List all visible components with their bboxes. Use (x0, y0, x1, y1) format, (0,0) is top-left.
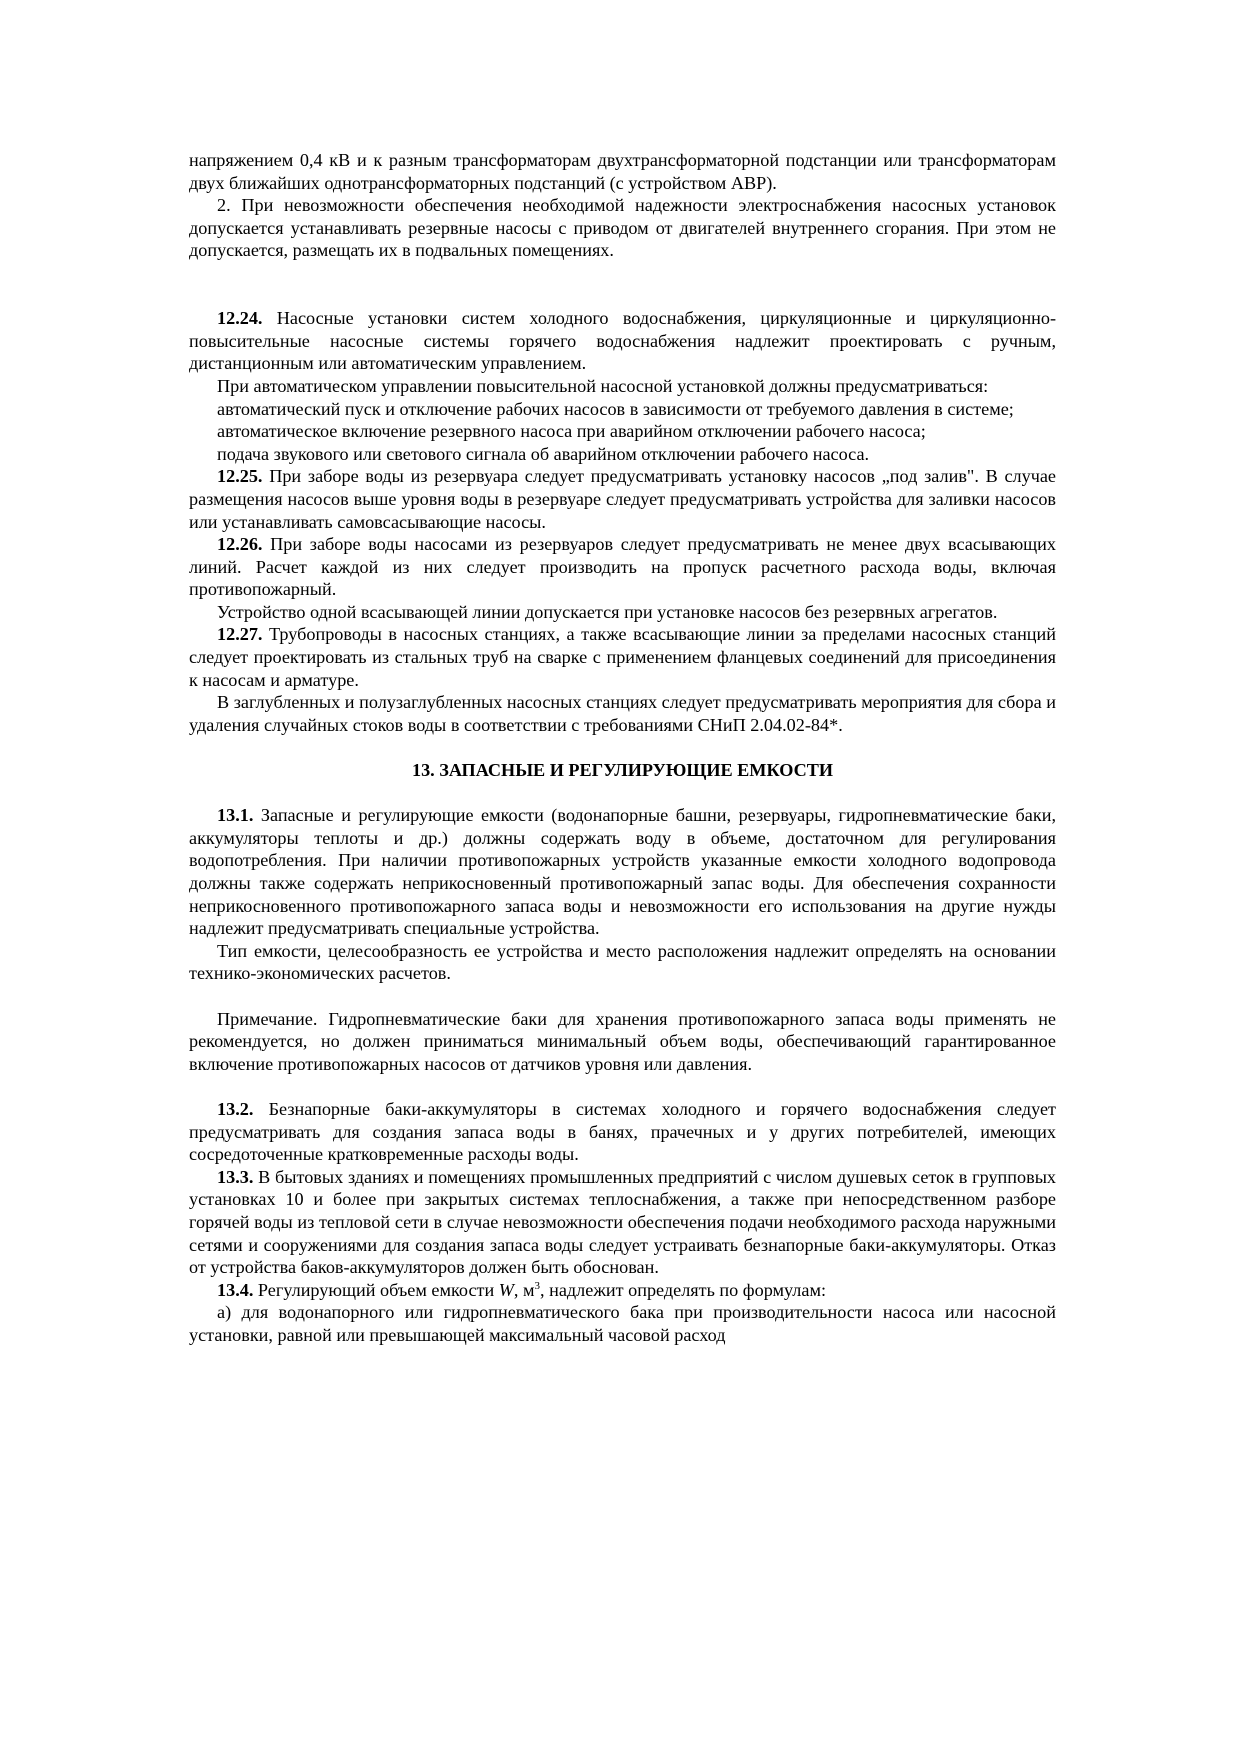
clause-text: При заборе воды из резервуара следует предусматривать установку насосов „под залив". В случае размещения насосов выше уровня воды в резервуаре следует предусматривать устройства для заливки насосов или устанавливать самовсасывающие насосы. (189, 466, 1056, 532)
paragraph: 2. При невозможности обеспечения необходимой надежности электроснабжения насосных установок допускается устанавливать резервные насосы с приводом от двигателей внутреннего сгорания. При этом не допускается, размещать их в подвальных помещениях. (189, 195, 1056, 261)
clause-12-24 (189, 307, 1056, 375)
clause-12-25 (189, 465, 1056, 533)
spacer (189, 736, 1056, 759)
clause-13-2 (189, 1098, 1056, 1166)
clause-text: Безнапорные баки-аккумуляторы в системах холодного и горячего водоснабжения следует предусматривать для создания запаса воды в банях, прачечных и у других потребителей, имеющих сосредоточенные кратковременные расходы воды. (189, 1098, 1056, 1165)
paragraph: В заглубленных и полузаглубленных насосных станциях следует предусматривать мероприятия для сбора и удаления случайных стоков воды в соответствии с требованиями СНиП 2.04.02-84*. (189, 692, 1056, 735)
document-page (189, 149, 1056, 1346)
clause-12-26 (189, 533, 1056, 601)
clause-text: Запасные и регулирующие емкости (водонапорные башни, резервуары, гидропневматические баки, аккумуляторы теплоты и др.) должны содержать воду в объеме, достаточном для регулирования водопотребления. При наличии противопожарных устройств указанные емкости холодного водопровода должны также содержать неприкосновенный противопожарный запас воды. Для обеспечения сохранности неприкосновенного противопожарного запаса воды и невозможности его использования на другие нужды надлежит предусматривать специальные устройства. (189, 805, 1056, 939)
superscript: 3 (534, 1279, 541, 1292)
clause-number: 13.3. (217, 1166, 254, 1187)
spacer (189, 985, 1056, 1008)
clause-text: Трубопроводы в насосных станциях, а также всасывающие линии за пределами насосных станций следует проектировать из стальных труб на сварке с применением фланцевых соединений для присоединения к насосам и арматуре. (189, 624, 1057, 690)
list-item: автоматический пуск и отключение рабочих насосов в зависимости от требуемого давления в системе; (217, 398, 1014, 419)
clause-number: 12.24. (217, 308, 263, 329)
clause-number: 12.25. (217, 466, 263, 487)
clause-text: Насосные установки систем холодного водоснабжения, циркуляционные и циркуляционно-повысительные насосные системы горячего водоснабжения надлежит проектировать с ручным, дистанционным или автоматическим управлением. (189, 308, 1056, 374)
clause-number: 13.1. (217, 805, 254, 826)
note: Примечание. Гидропневматические баки для хранения противопожарного запаса воды применять не рекомендуется, но должен приниматься минимальный объем воды, обеспечивающий гарантированное включение противопожарных насосов от датчиков уровня или давления. (189, 1008, 1056, 1074)
clause-12-27 (189, 623, 1056, 691)
clause-text: Регулирующий объем емкости (257, 1279, 495, 1300)
clause-number: 12.26. (217, 534, 263, 555)
variable-w: W (498, 1279, 514, 1300)
list-item: автоматическое включение резервного насоса при аварийном отключении рабочего насоса; (217, 421, 926, 442)
clause-13-4 (189, 1279, 1056, 1302)
spacer (189, 285, 1056, 308)
paragraph: Устройство одной всасывающей линии допускается при установке насосов без резервных агрегатов. (217, 601, 998, 622)
spacer (189, 782, 1056, 805)
clause-number: 12.27. (217, 624, 263, 645)
paragraph: Тип емкости, целесообразность ее устройства и место расположения надлежит определять на основании технико-экономических расчетов. (189, 940, 1056, 984)
spacer (189, 1075, 1056, 1098)
clause-number: 13.2. (217, 1098, 254, 1119)
spacer (189, 262, 1056, 285)
clause-text: В бытовых зданиях и помещениях промышленных предприятий с числом душевых сеток в групповых установках 10 и более при закрытых системах теплоснабжения, а также при непосредственном разборе горячей воды из тепловой сети в случае невозможности обеспечения подачи необходимого расхода наружными сетями и сооружениями для создания запаса воды следует устраивать безнапорные баки-аккумуляторы. Отказ от устройства баков-аккумуляторов должен быть обоснован. (189, 1166, 1057, 1278)
clause-13-3 (189, 1166, 1056, 1279)
list-item: подача звукового или светового сигнала об аварийном отключении рабочего насоса. (217, 443, 870, 464)
clause-text-unit: , м (513, 1279, 535, 1300)
paragraph: а) для водонапорного или гидропневматического бака при производительности насоса или насосной установки, равной или превышающей максимальный часовой расход (189, 1302, 1056, 1345)
clause-number: 13.4. (217, 1279, 254, 1300)
section-heading: 13. ЗАПАСНЫЕ И РЕГУЛИРУЮЩИЕ ЕМКОСТИ (411, 760, 833, 781)
clause-text: При заборе воды насосами из резервуаров следует предусматривать не менее двух всасывающих линий. Расчет каждой из них следует производить на пропуск расчетного расхода воды, включая противопожарный. (189, 534, 1056, 600)
clause-text-end: , надлежит определять по формулам: (540, 1279, 827, 1300)
paragraph: При автоматическом управлении повысительной насосной установкой должны предусматриваться: (217, 375, 989, 396)
clause-13-1 (189, 804, 1056, 940)
paragraph: напряжением 0,4 кВ и к разным трансформаторам двухтрансформаторной подстанции или трансформаторам двух ближайших однотрансформаторных подстанций (с устройством АВР). (189, 150, 1056, 193)
